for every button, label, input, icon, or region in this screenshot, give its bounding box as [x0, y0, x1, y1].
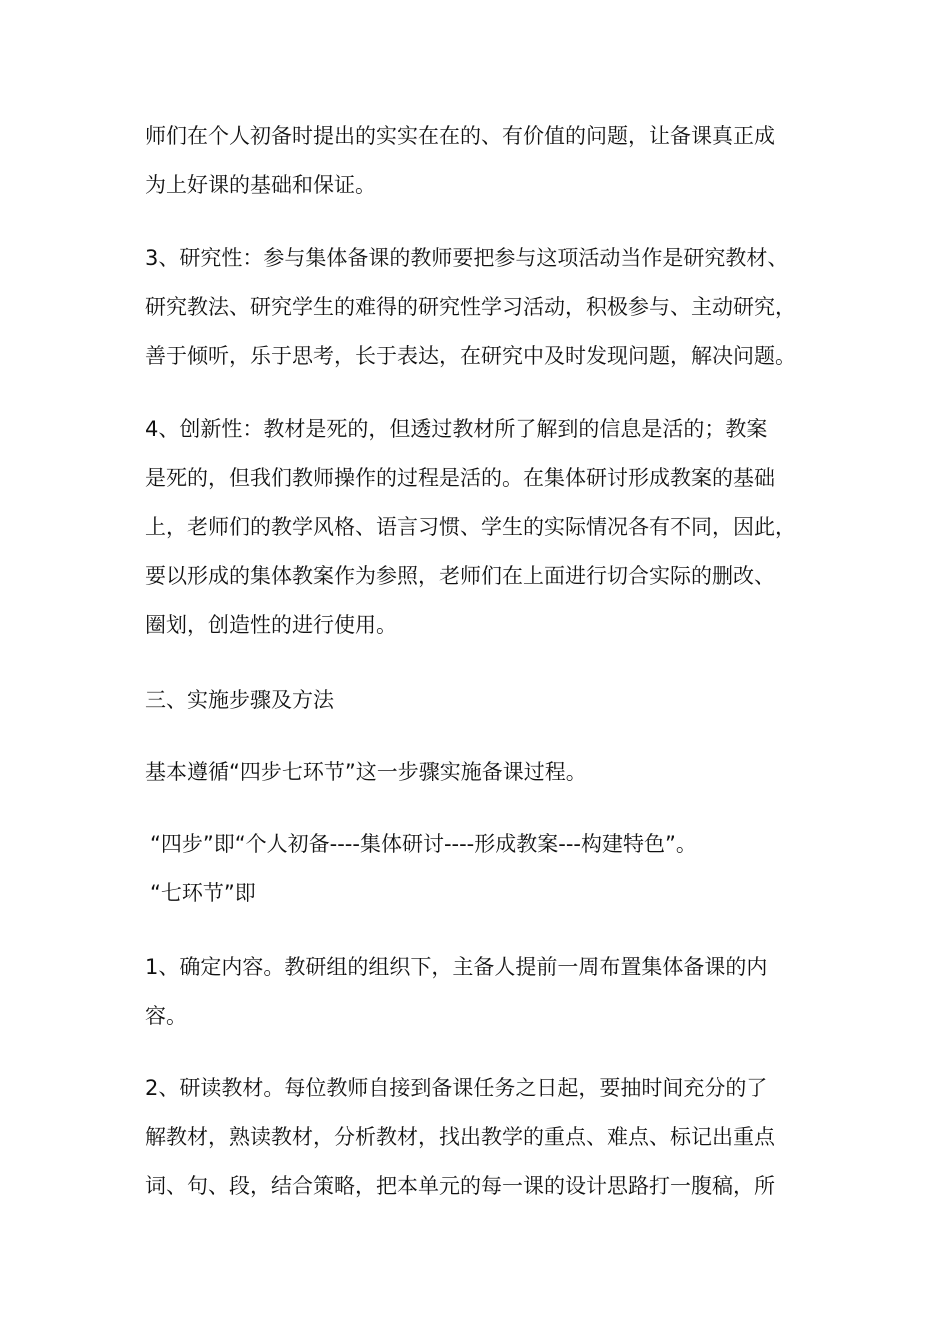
text-line: 词、句、段，结合策略，把本单元的每一课的设计思路打一腹稿，所 — [145, 1174, 775, 1198]
text-line: 要以形成的集体教案作为参照，老师们在上面进行切合实际的删改、 — [145, 564, 775, 588]
paragraph-step-2 — [145, 1064, 810, 1211]
paragraph-overview — [145, 748, 810, 797]
text-line: 容。 — [145, 1004, 187, 1028]
text-line: 解教材，熟读教材，分析教材，找出教学的重点、难点、标记出重点 — [145, 1125, 775, 1149]
text-line: “七环节”即 — [150, 881, 256, 905]
text-line: 圈划，创造性的进行使用。 — [145, 613, 397, 637]
text-line: 师们在个人初备时提出的实实在在的、有价值的问题，让备课真正成 — [145, 124, 775, 148]
paragraph-innovation — [145, 405, 810, 650]
text-line: 为上好课的基础和保证。 — [145, 173, 376, 197]
text-line: 基本遵循“四步七环节”这一步骤实施备课过程。 — [145, 760, 587, 784]
text-line: 上，老师们的教学风格、语言习惯、学生的实际情况各有不同，因此， — [145, 515, 796, 539]
text-line: 是死的，但我们教师操作的过程是活的。在集体研讨形成教案的基础 — [145, 466, 775, 490]
text-line: 研究教法、研究学生的难得的研究性学习活动，积极参与、主动研究， — [145, 295, 796, 319]
section-heading — [145, 676, 810, 725]
paragraph-research — [145, 234, 810, 381]
text-line: 2、研读教材。每位教师自接到备课任务之日起，要抽时间充分的了 — [145, 1076, 768, 1100]
text-line: 3、研究性：参与集体备课的教师要把参与这项活动当作是研究教材、 — [145, 246, 789, 270]
text-line: 1、确定内容。教研组的组织下，主备人提前一周布置集体备课的内 — [145, 955, 768, 979]
paragraph-continuation — [145, 112, 810, 210]
text-line: 三、实施步骤及方法 — [145, 688, 334, 712]
text-line: “四步”即“个人初备----集体研讨----形成教案---构建特色”。 — [150, 832, 697, 856]
text-line: 善于倾听，乐于思考，长于表达，在研究中及时发现问题，解决问题。 — [145, 344, 796, 368]
paragraph-step-1 — [145, 943, 810, 1041]
text-line: 4、创新性：教材是死的，但透过教材所了解到的信息是活的；教案 — [145, 417, 768, 441]
paragraph-four-steps — [150, 820, 815, 918]
